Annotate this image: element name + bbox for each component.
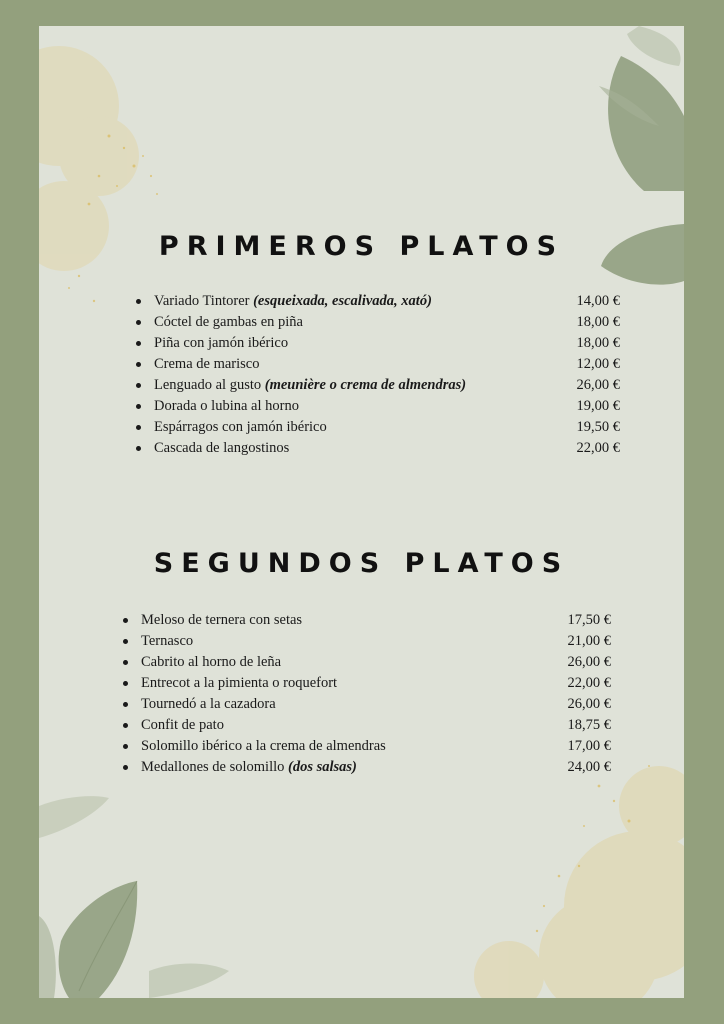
leaves-bottom-left — [39, 796, 229, 998]
item-name: Ternasco — [141, 633, 194, 649]
item-name: Meloso de ternera con setas — [141, 612, 303, 628]
menu-item — [123, 715, 611, 736]
item-name: Entrecot a la pimienta o roquefort — [141, 675, 338, 691]
item-price: 18,00 € — [576, 335, 620, 351]
item-price: 18,75 € — [567, 717, 611, 733]
item-name: Dorada o lubina al horno — [154, 398, 299, 414]
item-price: 19,50 € — [576, 419, 620, 435]
item-name: Medallones de solomillo (dos salsas) — [141, 759, 357, 775]
item-price: 26,00 € — [567, 696, 611, 712]
item-price: 12,00 € — [576, 356, 620, 372]
item-price: 24,00 € — [567, 759, 611, 775]
menu-item — [123, 736, 611, 757]
bullet-icon — [123, 639, 128, 644]
item-price: 21,00 € — [567, 633, 611, 649]
item-name: Confit de pato — [141, 717, 224, 733]
bullet-icon — [136, 299, 141, 304]
bullet-icon — [136, 341, 141, 346]
item-price: 26,00 € — [576, 377, 620, 393]
menu-item — [123, 652, 611, 673]
bullet-icon — [136, 362, 141, 367]
item-price: 22,00 € — [576, 440, 620, 456]
item-price: 17,00 € — [567, 738, 611, 754]
bullet-icon — [136, 404, 141, 409]
bullet-icon — [123, 681, 128, 686]
menu-item — [136, 396, 620, 417]
watercolor-decoration — [39, 26, 684, 998]
menu-item — [123, 631, 611, 652]
item-name: Variado Tintorer (esqueixada, escalivada, xató) — [154, 293, 432, 309]
segundos-list — [123, 610, 611, 778]
item-name: Lenguado al gusto (meunière o crema de almendras) — [154, 377, 467, 393]
bullet-icon — [123, 765, 128, 770]
item-name: Crema de marisco — [154, 356, 260, 372]
item-name: Tournedó a la cazadora — [141, 696, 276, 712]
item-price: 26,00 € — [567, 654, 611, 670]
item-name: Solomillo ibérico a la crema de almendras — [141, 738, 386, 754]
primeros-title: PRIMEROS PLATOS — [158, 231, 565, 262]
menu-item — [136, 438, 620, 459]
item-price: 18,00 € — [576, 314, 620, 330]
menu-item — [123, 610, 611, 631]
menu-item — [136, 417, 620, 438]
bullet-icon — [136, 383, 141, 388]
item-price: 19,00 € — [576, 398, 620, 414]
item-name: Cóctel de gambas en piña — [154, 314, 303, 330]
menu-item — [123, 673, 611, 694]
menu-item — [136, 333, 620, 354]
bullet-icon — [136, 320, 141, 325]
menu-item — [123, 757, 611, 778]
item-note: (dos salsas) — [288, 759, 357, 775]
primeros-list — [136, 291, 620, 459]
item-name: Espárragos con jamón ibérico — [154, 419, 327, 435]
bullet-icon — [136, 446, 141, 451]
menu-item — [136, 312, 620, 333]
item-note: (esqueixada, escalivada, xató) — [253, 293, 432, 309]
item-note: (meunière o crema de almendras) — [264, 377, 467, 393]
bullet-icon — [123, 660, 128, 665]
menu-sheet — [39, 26, 684, 998]
item-name: Cabrito al horno de leña — [141, 654, 282, 670]
item-price: 17,50 € — [567, 612, 611, 628]
bullet-icon — [123, 744, 128, 749]
bullet-icon — [123, 618, 128, 623]
item-price: 14,00 € — [576, 293, 620, 309]
gold-wash-bottom-right — [474, 766, 684, 998]
menu-item — [123, 694, 611, 715]
bullet-icon — [123, 702, 128, 707]
segundos-title: SEGUNDOS PLATOS — [153, 548, 570, 579]
item-name: Cascada de langostinos — [154, 440, 290, 456]
item-price: 22,00 € — [567, 675, 611, 691]
menu-item — [136, 291, 620, 312]
bullet-icon — [123, 723, 128, 728]
bullet-icon — [136, 425, 141, 430]
item-name: Piña con jamón ibérico — [154, 335, 289, 351]
menu-item — [136, 354, 620, 375]
menu-item — [136, 375, 620, 396]
